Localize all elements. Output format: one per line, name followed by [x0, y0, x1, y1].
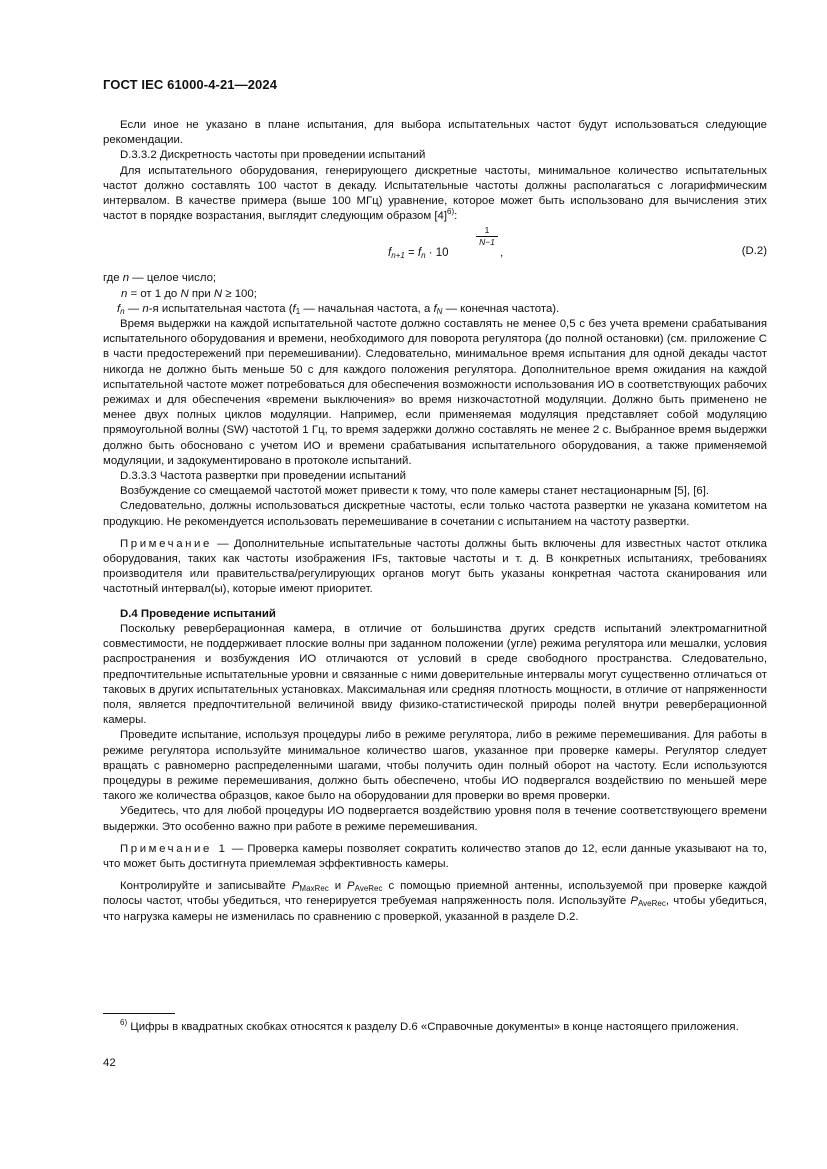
legend-f1-desc: — начальная частота, а	[300, 302, 434, 315]
equation-number: (D.2)	[741, 245, 767, 258]
legend-var-n: n	[122, 272, 130, 285]
legend-var-n3: n	[142, 302, 149, 315]
monitor-text-c: с помощью приемной антенны, используемой при проверке каждой полосы частот, чтобы убедиться, что генерируется требуемая напряженность поля. Используйте	[103, 880, 767, 908]
legend-sub-N: N	[436, 306, 443, 316]
note-chamber-check	[103, 842, 767, 872]
legend-var-N: N	[180, 287, 189, 300]
legend-range-b: при	[188, 287, 214, 300]
note-additional-frequencies	[103, 537, 767, 598]
footnote-text: Цифры в квадратных скобках относятся к разделу D.6 «Справочные документы» в конце настоящего приложения.	[127, 1021, 739, 1033]
eq-equals: =	[404, 247, 418, 260]
footnote-mark: 6)	[120, 1018, 128, 1027]
symbol-p-averec-2: P	[630, 895, 638, 908]
legend-sub-1: 1	[295, 306, 301, 316]
document-header: ГОСТ IEC 61000-4-21—2024	[103, 77, 278, 92]
section-heading-d333: D.3.3.3 Частота развертки при проведении испытаний	[120, 470, 406, 483]
eq-comma: ,	[500, 247, 504, 260]
legend-fn-desc: -я испытательная частота (	[148, 302, 293, 315]
equation-d2	[103, 226, 767, 268]
legend-var-f1: f	[292, 302, 296, 315]
legend-var-N2: N	[213, 287, 223, 300]
note-label: Примечание	[120, 537, 212, 550]
footnote	[103, 1020, 767, 1035]
footnote-separator	[103, 1013, 175, 1014]
paragraph-discreteness	[103, 164, 767, 225]
equation-legend	[103, 271, 767, 317]
legend-range-a: = от 1 до	[127, 287, 181, 300]
section-heading-d4: D.4 Проведение испытаний	[120, 607, 276, 620]
exp-numerator: 1	[484, 225, 490, 236]
note-text: — Дополнительные испытательные частоты должны быть включены для известных частот отклика оборудования, таких как частоты изображения IFs, тактовые частоты и т. д. В конкретных испытаниях, требованиях производителя или правительства/регулирующих органов могут быть указаны конкретная частота сканирования или частотный интервал(ы), которые имеют приоритет.	[103, 537, 767, 596]
equation-base	[388, 246, 449, 261]
legend-range-c: ≥ 100;	[222, 287, 257, 300]
legend-row-fn	[103, 302, 767, 317]
paragraph-discreteness-text: Для испытательного оборудования, генерирующего дискретные частоты, минимальное количество испытательных частот должно составлять 100 частот в декаду. Испытательные частоты должны располагаться с логарифмическим интервалом. В качестве примера (выше 100 МГц) уравнение, которое может быть использовано для вычисления этих частот в порядке возрастания, выглядит следующим образом [4]	[103, 164, 767, 223]
paragraph-reverberation-chamber: Поскольку реверберационная камера, в отличие от большинства других средств испытаний электромагнитной совместимости, не поддерживает плоские волны при заданном положении (угле) режима регулятора или мешалки, условия распространения и возбуждения ИО отличаются от условий в среде свободного пространства. Следовательно, предпочтительные испытательные уровни и связанные с ними доверительные интервалы могут существенно отличаться от таковых в других испытательных установках. Максимальная или средняя плотность мощности, в отличие от напряженности поля, является предпочтительной величиной ввиду физико-статистической природы полей внутри реверберационной камеры.	[103, 622, 767, 727]
sub-averec-2: AveRec	[637, 899, 666, 909]
paragraph-discrete-frequencies: Следовательно, должны использоваться дискретные частоты, если только частота развертки не указана комитетом на продукцию. Не рекомендуется использовать перемешивание в сочетании с испытанием на частоту развертки.	[103, 500, 767, 528]
paragraph-monitor-power	[103, 879, 767, 925]
monitor-text-d: , чтобы убедиться, что нагрузка камеры не изменилась по сравнению с проверкой, указанной в разделе D.2.	[103, 895, 767, 923]
footnote-ref: 6)	[447, 207, 455, 217]
paragraph-exposure: Убедитесь, что для любой процедуры ИО подвергается воздействию уровня поля в течение соответствующего времени выдержки. Это особенно важно при работе в режиме перемешивания.	[103, 805, 767, 833]
paragraph-swept-frequency: Возбуждение со смещаемой частотой может привести к тому, что поле камеры станет нестационарным [5], [6].	[120, 485, 710, 498]
eq-fn: f	[417, 247, 422, 260]
eq-sub-n1: n+1	[391, 251, 405, 261]
symbol-p-averec: P	[347, 880, 355, 893]
legend-dash: —	[124, 302, 143, 315]
main-content	[103, 118, 767, 925]
note1-label: Примечание 1	[120, 842, 228, 855]
sub-maxrec: MaxRec	[299, 884, 329, 894]
legend-row-n	[103, 271, 767, 286]
paragraph-discreteness-colon: :	[454, 210, 458, 223]
symbol-p-maxrec: P	[291, 880, 300, 893]
paragraph-intro: Если иное не указано в плане испытания, для выбора испытательных частот будут использоваться следующие рекомендации.	[103, 119, 767, 147]
note1-text: — Проверка камеры позволяет сократить количество этапов до 12, если данные указывают на то, что может быть достигнута приемлемая эффективность камеры.	[103, 842, 767, 870]
legend-desc-n: — целое число;	[129, 272, 217, 285]
equation-exponent	[476, 226, 498, 247]
monitor-text-b: и	[328, 880, 348, 893]
paragraph-dwell-time: Время выдержки на каждой испытательной частоте должно составлять не менее 0,5 с без учета времени срабатывания испытательного оборудования и времени, необходимого для поворота регулятора (до полной остановки) (см. приложение С в части предостережений при перемешивании). Следовательно, минимальное время испытания для одной декады частот никогда не должно быть меньше 50 с для каждого положения регулятора. Дополнительное время ожидания на каждой испытательной частоте может потребоваться для обеспечения возможности использования ИО в соответствующих рабочих режимах и для обеспечения «времени выключения» во время низкочастотной модуляции. Должно быть применено не менее двух полных циклов модуляции. Например, если применяемая модуляция представляет собой модуляцию прямоугольной волны (SW) частотой 1 Гц, то время задержки должно составлять не менее 2 с. Выбранное время выдержки должно быть обосновано с учетом ИО и времени срабатывания испытательного оборудования, а также применяемой модуляции, и задокументировано в протоколе испытаний.	[103, 318, 767, 467]
legend-fN-desc: — конечная частота).	[442, 302, 560, 315]
page-number: 42	[103, 1057, 116, 1069]
eq-ten: · 10	[425, 247, 449, 260]
legend-where: где	[103, 272, 123, 285]
legend-var-f: f	[117, 302, 121, 315]
legend-row-range	[103, 287, 767, 302]
eq-f: f	[388, 247, 392, 260]
exp-denominator: N−1	[479, 237, 495, 248]
legend-var-n2: n	[121, 287, 128, 300]
eq-sub-n: n	[421, 251, 426, 261]
section-heading-d332: D.3.3.2 Дискретность частоты при проведении испытаний	[120, 149, 426, 162]
legend-sub-n: n	[120, 306, 125, 316]
paragraph-procedure: Проведите испытание, используя процедуры либо в режиме регулятора, либо в режиме перемешивания. Для работы в режиме регулятора используйте минимальное количество шагов, указанное при проверке камеры. Регулятор следует вращать с равномерно распределенными шагами, чтобы получить один полный оборот на частоту. Если используются процедуры в режиме перемешивания, должно быть обеспечено, чтобы ИО подвергался воздействию по меньшей мере такого же количества образцов, какое было на оборудовании для проверки во время проверки.	[103, 729, 767, 803]
legend-var-fN: f	[433, 302, 437, 315]
monitor-text-a: Контролируйте и записывайте	[120, 880, 292, 893]
sub-averec: AveRec	[354, 884, 383, 894]
